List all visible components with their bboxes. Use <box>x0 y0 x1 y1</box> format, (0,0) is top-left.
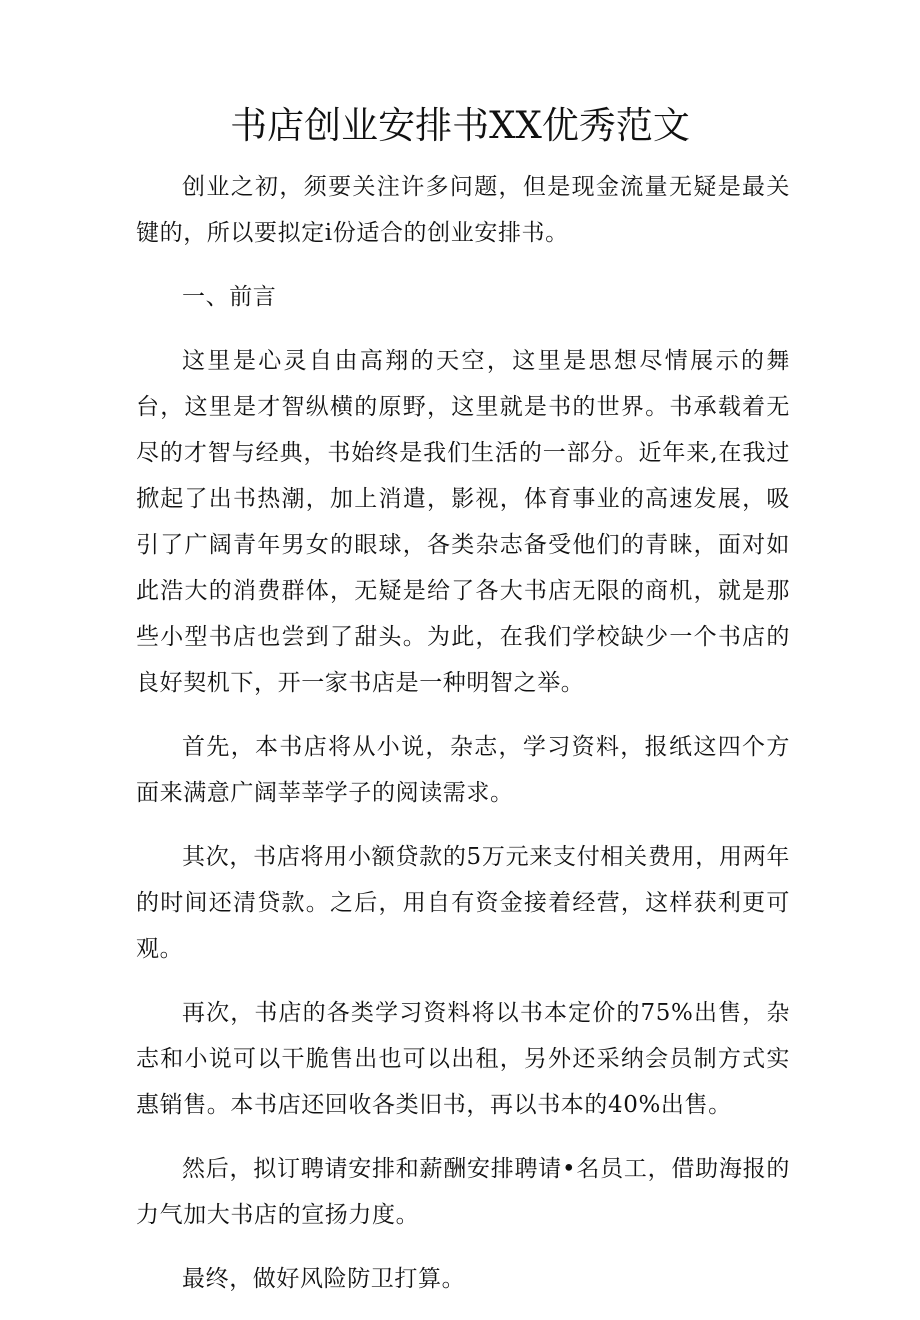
paragraph-finally: 最终，做好风险防卫打算。 <box>182 1266 466 1292</box>
section-heading-preface: 一、前言 <box>182 284 277 310</box>
paragraph-third: 再次，书店的各类学习资料将以书本定价的75%出售，杂志和小说可以干脆售出也可以出租，另外还采纳会员制方式实惠销售。本书店还回收各类旧书，再以书本的40%出售。 <box>136 1000 790 1118</box>
paragraph-preface: 这里是心灵自由高翔的天空，这里是思想尽情展示的舞台，这里是才智纵横的原野，这里就是书的世界。书承载着无尽的才智与经典，书始终是我们生活的一部分。近年来,在我过掀起了出书热潮，加上消遣，影视，体育事业的高速发展，吸引了广阔青年男女的眼球，各类杂志备受他们的青睐，面对如此浩大的消费群体，无疑是给了各大书店无限的商机，就是那些小型书店也尝到了甜头。为此，在我们学校缺少一个书店的良好契机下，开一家书店是一种明智之举。 <box>136 348 790 696</box>
document-body <box>136 164 790 1320</box>
paragraph-intro: 创业之初，须要关注许多问题，但是现金流量无疑是最关键的，所以要拟定i份适合的创业安排书。 <box>136 174 790 246</box>
paragraph-second: 其次，书店将用小额贷款的5万元来支付相关费用，用两年的时间还清贷款。之后，用自有资金接着经营，这样获利更可观。 <box>136 844 790 962</box>
paragraph-first: 首先，本书店将从小说，杂志，学习资料，报纸这四个方面来满意广阔莘莘学子的阅读需求。 <box>136 734 790 806</box>
document-title: 书店创业安排书XX优秀范文 <box>230 104 690 147</box>
paragraph-then: 然后，拟订聘请安排和薪酬安排聘请•名员工，借助海报的力气加大书店的宣扬力度。 <box>136 1156 790 1228</box>
